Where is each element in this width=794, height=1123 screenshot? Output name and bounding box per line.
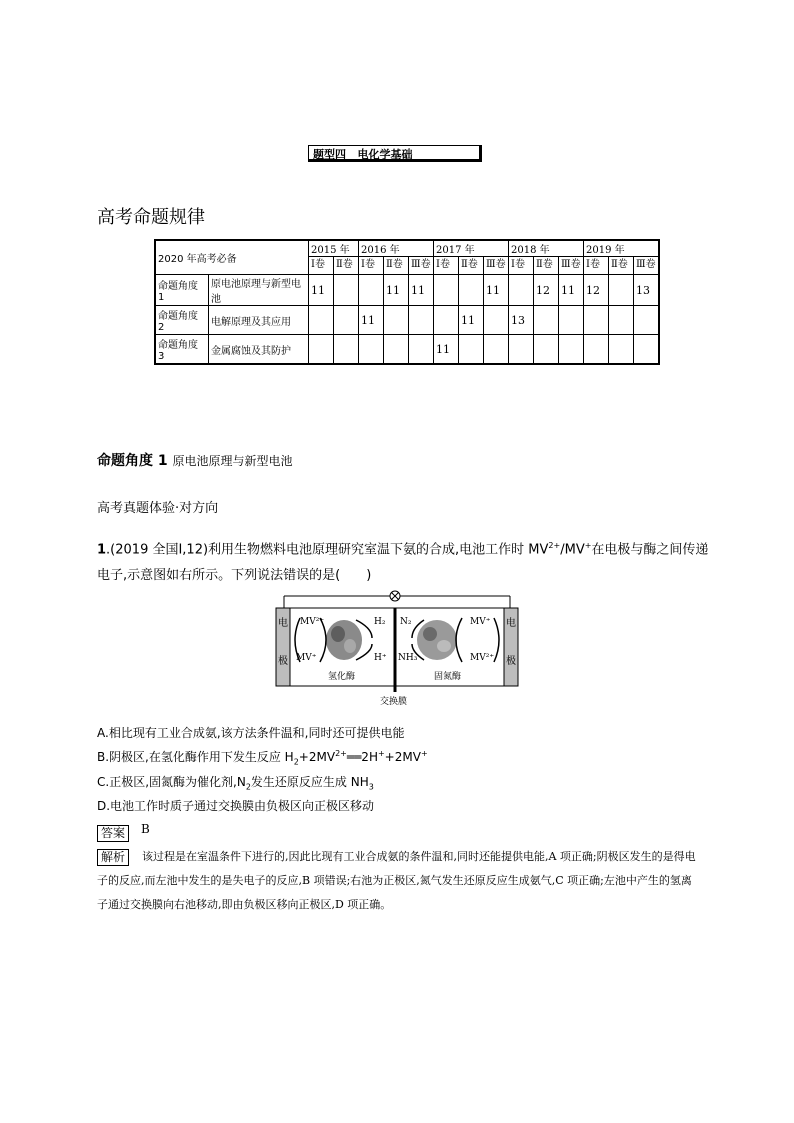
value-cell (634, 306, 660, 335)
value-cell (359, 335, 384, 365)
value-cell: 12 (584, 275, 609, 306)
angle-cell: 命题角度 2 (155, 306, 209, 335)
value-cell (384, 306, 409, 335)
volume-header: Ⅲ卷 (484, 257, 509, 275)
answer-value: B (141, 822, 150, 836)
explanation-text: 该过程是在室温条件下进行的,因此比现有工业合成氨的条件温和,同时还能提供电能,A 项正确;阴极区发生的是得电子的反应,而左池中发生的是失电子的反应,B 项错误;右池为正极区,氮气发生还原反应生成氨气,C 项正确;左池中产生的氢离子通过交换膜向右池移动,即由负极区移向正极区,D 项正确。 (97, 850, 696, 911)
question-number: 1 (97, 542, 107, 558)
volume-header: Ⅰ卷 (434, 257, 459, 275)
table-corner: 2020 年高考必备 (155, 240, 309, 275)
year-header: 2016 年 (359, 240, 434, 257)
value-cell (309, 306, 334, 335)
year-header: 2015 年 (309, 240, 359, 257)
topic-cell: 原电池原理与新型电池 (209, 275, 309, 306)
hydrogenase-blob (326, 620, 362, 660)
value-cell: 11 (434, 335, 459, 365)
label-nitrogenase: 固氮酶 (434, 672, 462, 682)
value-cell (334, 306, 359, 335)
electrode-left-label-2: 极 (278, 656, 288, 667)
volume-header: Ⅰ卷 (509, 257, 534, 275)
page-heading: 高考命题规律 (97, 207, 205, 228)
volume-header: Ⅰ卷 (584, 257, 609, 275)
label-mv2-left: MV²⁺ (300, 617, 325, 627)
volume-header: Ⅱ卷 (334, 257, 359, 275)
value-cell (484, 306, 509, 335)
volume-header: Ⅱ卷 (609, 257, 634, 275)
volume-header: Ⅱ卷 (459, 257, 484, 275)
value-cell (459, 275, 484, 306)
value-cell (634, 335, 660, 365)
electrode-right-label-1: 电 (506, 618, 516, 629)
value-cell: 11 (459, 306, 484, 335)
volume-header: Ⅲ卷 (634, 257, 660, 275)
label-nh3: NH₃ (398, 653, 418, 663)
option-a: A.相比现有工业合成氨,该方法条件温和,同时还可提供电能 (97, 726, 405, 740)
volume-header: Ⅱ卷 (384, 257, 409, 275)
value-cell (509, 275, 534, 306)
value-cell: 11 (484, 275, 509, 306)
value-cell (434, 306, 459, 335)
value-cell (584, 335, 609, 365)
label-mv1-left: MV⁺ (296, 653, 317, 663)
option-c: C.正极区,固氮酶为催化剂$,N_2$发生还原反应生成 $NH_3$ (97, 775, 374, 792)
year-header: 2018 年 (509, 240, 584, 257)
table-row (155, 306, 659, 335)
angle-heading-main: 命题角度 1 (97, 453, 168, 469)
value-cell (609, 275, 634, 306)
nitrogenase-blob (417, 620, 457, 660)
explanation-tag: 解析 (97, 846, 129, 866)
question-text: 1.(2019 全国Ⅰ,12)利用生物燃料电池原理研究室温下氨的合成,电池工作时 $MV^{2+}/MV^+$在电极与酶之间传递电子,示意图如右所示。下列说法错误的是( ) (97, 541, 709, 584)
value-cell (309, 335, 334, 365)
value-cell: 11 (559, 275, 584, 306)
angle-cell: 命题角度 1 (155, 275, 209, 306)
volume-header: Ⅰ卷 (309, 257, 334, 275)
section-label: 题型四 (313, 148, 346, 161)
value-cell (334, 275, 359, 306)
topic-cell: 金属腐蚀及其防护 (209, 335, 309, 365)
value-cell: 13 (509, 306, 534, 335)
value-cell (484, 335, 509, 365)
value-cell: 13 (634, 275, 660, 306)
value-cell: 11 (359, 306, 384, 335)
label-hplus: H⁺ (374, 653, 387, 663)
volume-header: Ⅲ卷 (559, 257, 584, 275)
year-header: 2019 年 (584, 240, 660, 257)
label-n2: N₂ (400, 617, 412, 627)
label-h2: H₂ (374, 617, 386, 627)
angle-heading (97, 450, 293, 470)
option-b: B.阴极区,在氢化酶作用下发生反应 $H_2+2MV^{2+}══2H^++2MV^+$ (97, 749, 428, 767)
value-cell (384, 335, 409, 365)
value-cell (534, 306, 559, 335)
value-cell (609, 335, 634, 365)
electrode-right-label-2: 极 (506, 656, 516, 667)
volume-header: Ⅰ卷 (359, 257, 384, 275)
section-title: 电化学基础 (357, 148, 413, 161)
label-mv2-right: MV²⁺ (470, 653, 495, 663)
value-cell (509, 335, 534, 365)
option-d: D.电池工作时质子通过交换膜由负极区向正极区移动 (97, 799, 375, 813)
value-cell: 12 (534, 275, 559, 306)
table-row (155, 275, 659, 306)
volume-header: Ⅲ卷 (409, 257, 434, 275)
value-cell (559, 335, 584, 365)
value-cell (359, 275, 384, 306)
label-hydrogenase: 氢化酶 (328, 672, 356, 682)
topic-cell: 电解原理及其应用 (209, 306, 309, 335)
value-cell (459, 335, 484, 365)
value-cell: 11 (309, 275, 334, 306)
electrode-left-label-1: 电 (278, 618, 288, 629)
exam-pattern-table (154, 239, 660, 365)
value-cell (609, 306, 634, 335)
value-cell (434, 275, 459, 306)
subheading: 高考真题体验·对方向 (97, 501, 219, 516)
angle-cell: 命题角度 3 (155, 335, 209, 365)
value-cell (559, 306, 584, 335)
value-cell (409, 306, 434, 335)
table-row (155, 335, 659, 365)
fuel-cell-diagram (272, 588, 522, 708)
volume-header: Ⅱ卷 (534, 257, 559, 275)
value-cell: 11 (384, 275, 409, 306)
value-cell: 11 (409, 275, 434, 306)
value-cell (334, 335, 359, 365)
section-title-box (308, 145, 482, 162)
answer-tag: 答案 (97, 822, 129, 842)
label-membrane: 交换膜 (380, 697, 408, 707)
angle-heading-sub: 原电池原理与新型电池 (172, 454, 293, 468)
value-cell (534, 335, 559, 365)
year-header: 2017 年 (434, 240, 509, 257)
value-cell (409, 335, 434, 365)
label-mv1-right: MV⁺ (470, 617, 491, 627)
value-cell (584, 306, 609, 335)
